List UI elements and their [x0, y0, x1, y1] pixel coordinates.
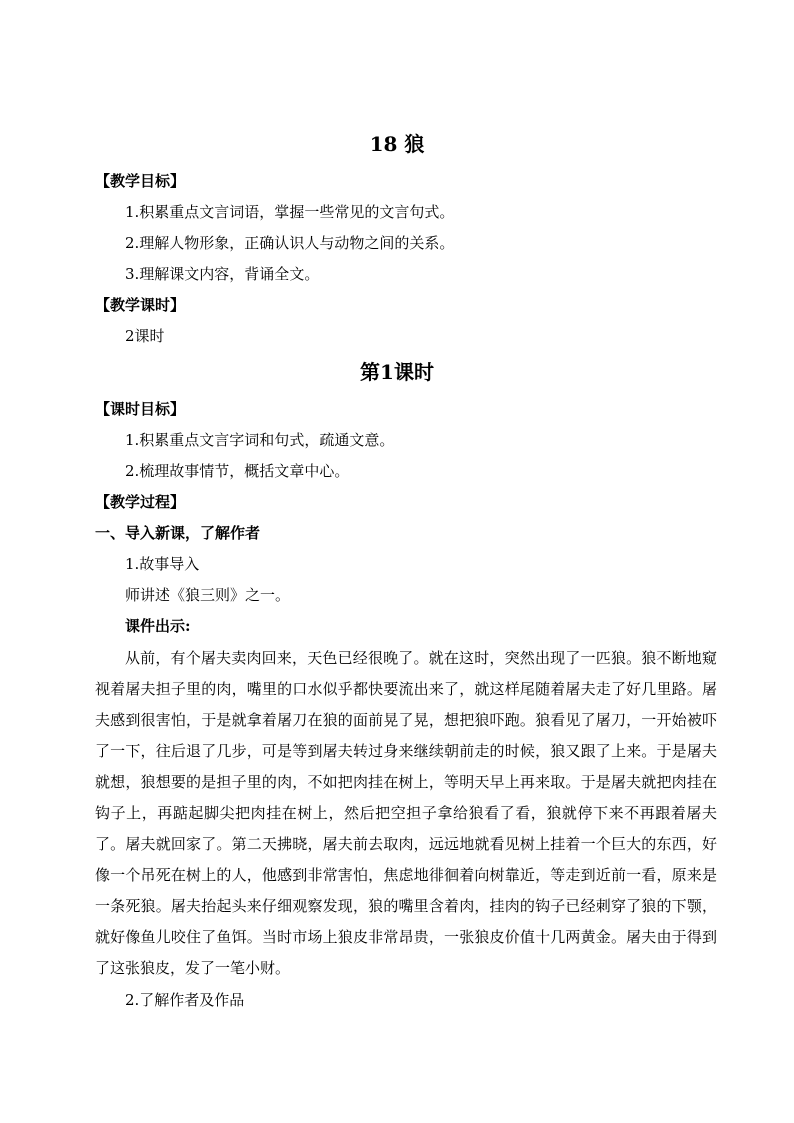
teacher-note: 师讲述《狼三则》之一。 — [125, 586, 291, 604]
page-title: 18 狼 — [369, 132, 425, 156]
lesson-goal-item: 1.积累重点文言字词和句式，疏通文意。 — [125, 431, 395, 449]
goals-heading: 【教学目标】 — [95, 172, 186, 190]
lesson-goals-heading: 【课时目标】 — [95, 400, 186, 418]
step1-item2: 2.了解作者及作品 — [125, 991, 245, 1009]
step1-item1: 1.故事导入 — [125, 555, 200, 573]
goal-item: 3.理解课文内容，背诵全文。 — [125, 265, 320, 283]
lesson-goal-item: 2.梳理故事情节，概括文章中心。 — [125, 462, 350, 480]
step1-heading: 一、导入新课，了解作者 — [95, 524, 261, 542]
hours-value: 2课时 — [125, 327, 165, 345]
story-paragraph: 从前，有个屠夫卖肉回来，天色已经很晚了。就在这时，突然出现了一匹狼。狼不断地窥视着屠夫担子里的肉，嘴里的口水似乎都快要流出来了，就这样尾随着屠夫走了好几里路。屠夫感到很害怕，于是就拿着屠刀在狼的面前晃了晃，想把狼吓跑。狼看见了屠刀，一开始被吓了一下，往后退了几步，可是等到屠夫转过身来继续朝前走的时候，狼又跟了上来。于是屠夫就想，狼想要的是担子里的肉，不如把肉挂在树上，等明天早上再来取。于是屠夫就把肉挂在钩子上，再踮起脚尖把肉挂在树上，然后把空担子拿给狼看了看，狼就停下来不再跟着屠夫了。屠夫就回家了。第二天拂晓，屠夫前去取肉，远远地就看见树上挂着一个巨大的东西，好像一个吊死在树上的人，他感到非常害怕，焦虑地徘徊着向树靠近，等走到近前一看，原来是一条死狼。屠夫抬起头来仔细观察发现，狼的嘴里含着肉，挂肉的钩子已经刺穿了狼的下颚，就好像鱼儿咬住了鱼饵。当时市场上狼皮非常昂贵，一张狼皮价值十几两黄金。屠夫由于得到了这张狼皮，发了一笔小财。 — [95, 649, 717, 977]
courseware-label: 课件出示: — [125, 617, 191, 635]
process-heading: 【教学过程】 — [95, 493, 186, 511]
goal-item: 1.积累重点文言词语，掌握一些常见的文言句式。 — [125, 203, 455, 221]
lesson-title: 第1课时 — [360, 360, 434, 384]
hours-heading: 【教学课时】 — [95, 296, 186, 314]
goal-item: 2.理解人物形象，正确认识人与动物之间的关系。 — [125, 234, 455, 252]
